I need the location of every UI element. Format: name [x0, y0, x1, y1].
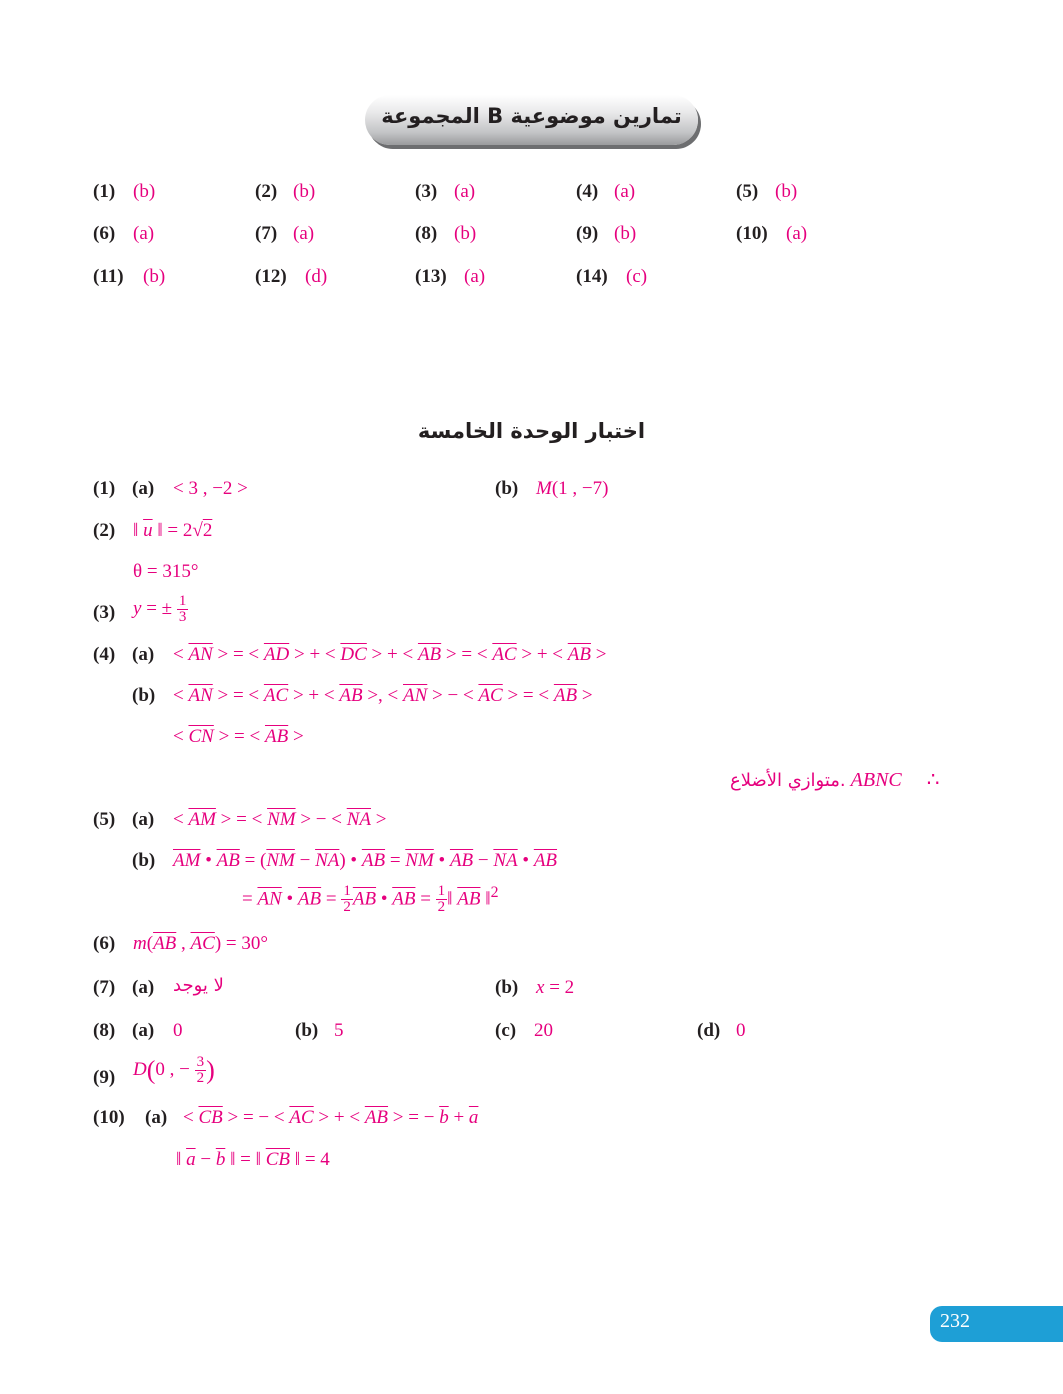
- q-number: (2): [255, 181, 278, 202]
- q4-a-answer: < $\overline{AN}$ > = < $\overline{AD}$ > + < $\overline{DC}$ > + < $\overline{AB}$ > = < $\overline{AC}$ > + < $\overline{AB}$ >: [173, 644, 607, 665]
- q8-a-answer: 0: [173, 1020, 183, 1041]
- q-answer: (b): [454, 223, 477, 244]
- q10-part-a: (a): [145, 1107, 168, 1128]
- q6-answer: $m(\overline{AB}$ , $\overline{AC}) = 30^\circ$: [133, 933, 268, 954]
- q3-answer: y = ± $\frac{1}{3}$: [133, 593, 187, 625]
- q-answer: (a): [293, 223, 315, 244]
- q-answer: (a): [614, 181, 636, 202]
- q-number: (4): [576, 181, 599, 202]
- q8-c-answer: 20: [534, 1020, 553, 1041]
- q-answer: (b): [293, 181, 316, 202]
- q10-number: (10): [93, 1107, 125, 1128]
- q-answer: (b): [143, 266, 166, 287]
- q8-part-d: (d): [697, 1020, 721, 1041]
- q-number: (10): [736, 223, 768, 244]
- q4-b-answer: < $\overline{AN}$ > = < $\overline{AC}$ > + < $\overline{AB}$ >, < $\overline{AN}$ > − < $\overline{AC}$ > = < $\overline{AB}$ >: [173, 685, 593, 706]
- q8-b-answer: 5: [334, 1020, 344, 1041]
- section-title: اختبار الوحدة الخامسة: [417, 419, 646, 443]
- q1-b-answer: M(1 , −7): [536, 478, 609, 499]
- q4-part-a: (a): [132, 644, 155, 665]
- q-answer: (a): [464, 266, 486, 287]
- q5-number: (5): [93, 809, 116, 830]
- group-header: [365, 95, 698, 145]
- q10-a-answer: < $\overline{CB}$ > = − < $\overline{AC}$ > + < $\overline{AB}$ > = − $\overline{b} + \overline{a}$: [183, 1107, 479, 1128]
- q-number: (11): [93, 266, 124, 287]
- q6-number: (6): [93, 933, 116, 954]
- q-answer: (b): [614, 223, 637, 244]
- q1-a-answer: < 3 , −2 >: [173, 478, 248, 499]
- q10-a-line2: ‖ $\overline{a} - \overline{b}$ ‖ = ‖ $\overline{CB}$ ‖ = 4: [176, 1149, 330, 1170]
- q8-d-answer: 0: [736, 1020, 746, 1041]
- q5-part-b: (b): [132, 850, 156, 871]
- q9-answer: D(0 , − $\frac{3}{2}$ ): [133, 1054, 215, 1086]
- q7-b-answer: x = 2: [536, 977, 575, 998]
- q2-number: (2): [93, 520, 116, 541]
- q7-part-a: (a): [132, 977, 155, 998]
- q7-number: (7): [93, 977, 116, 998]
- q5-b-line2: = $\overline{AN}$ • $\overline{AB}$ = $\frac{1}{2}$ $\overline{AB}$ • $\overline{AB}$ = $\frac{1}{2}$ ‖ $\overline{AB}$ ‖$^2$: [242, 883, 499, 916]
- q8-part-c: (c): [495, 1020, 517, 1041]
- q-number: (14): [576, 266, 608, 287]
- q-number: (9): [576, 223, 599, 244]
- q-answer: (b): [775, 181, 798, 202]
- q2-norm: ‖ $\overline{u}$ ‖ = 2√2: [133, 520, 213, 541]
- q-answer: (b): [133, 181, 156, 202]
- q1-number: (1): [93, 478, 116, 499]
- q9-number: (9): [93, 1067, 116, 1088]
- q5-a-answer: < $\overline{AM}$ > = < $\overline{NM}$ > − < $\overline{NA}$ >: [173, 809, 387, 830]
- page-number-tab: [930, 1306, 1063, 1342]
- q-number: (13): [415, 266, 447, 287]
- conclusion: متوازي الأضلاع. ABNC ∴: [730, 769, 940, 791]
- q8-part-a: (a): [132, 1020, 155, 1041]
- group-header-title: المجموعة B تمارين موضوعية: [381, 104, 682, 128]
- q-number: (3): [415, 181, 438, 202]
- q-number: (1): [93, 181, 116, 202]
- q7-a-answer: لا يوجد: [173, 975, 224, 996]
- q1-part-a: (a): [132, 478, 155, 499]
- q4-b-line2: < $\overline{CN}$ > = < $\overline{AB}$ >: [173, 726, 304, 747]
- q4-part-b: (b): [132, 685, 156, 706]
- q3-number: (3): [93, 602, 116, 623]
- q-number: (12): [255, 266, 287, 287]
- q8-number: (8): [93, 1020, 116, 1041]
- q5-part-a: (a): [132, 809, 155, 830]
- page-number: 232: [940, 1310, 970, 1332]
- q5-b-answer: $\overline{AM}$ • $\overline{AB} = (\overline{NM} - \overline{NA})$ • $\overline{AB} = \overline{NM}$ • $\overline{AB} - \overline{NA}$ • $\overline{AB}$: [173, 850, 558, 871]
- q-answer: (a): [133, 223, 155, 244]
- q-answer: (a): [786, 223, 808, 244]
- q7-part-b: (b): [495, 977, 519, 998]
- q-answer: (c): [626, 266, 648, 287]
- q-number: (7): [255, 223, 278, 244]
- q-number: (5): [736, 181, 759, 202]
- q-number: (8): [415, 223, 438, 244]
- q2-theta: θ = 315°: [133, 561, 199, 582]
- q4-number: (4): [93, 644, 116, 665]
- q-number: (6): [93, 223, 116, 244]
- q1-part-b: (b): [495, 478, 519, 499]
- q-answer: (a): [454, 181, 476, 202]
- q-answer: (d): [305, 266, 328, 287]
- q8-part-b: (b): [295, 1020, 319, 1041]
